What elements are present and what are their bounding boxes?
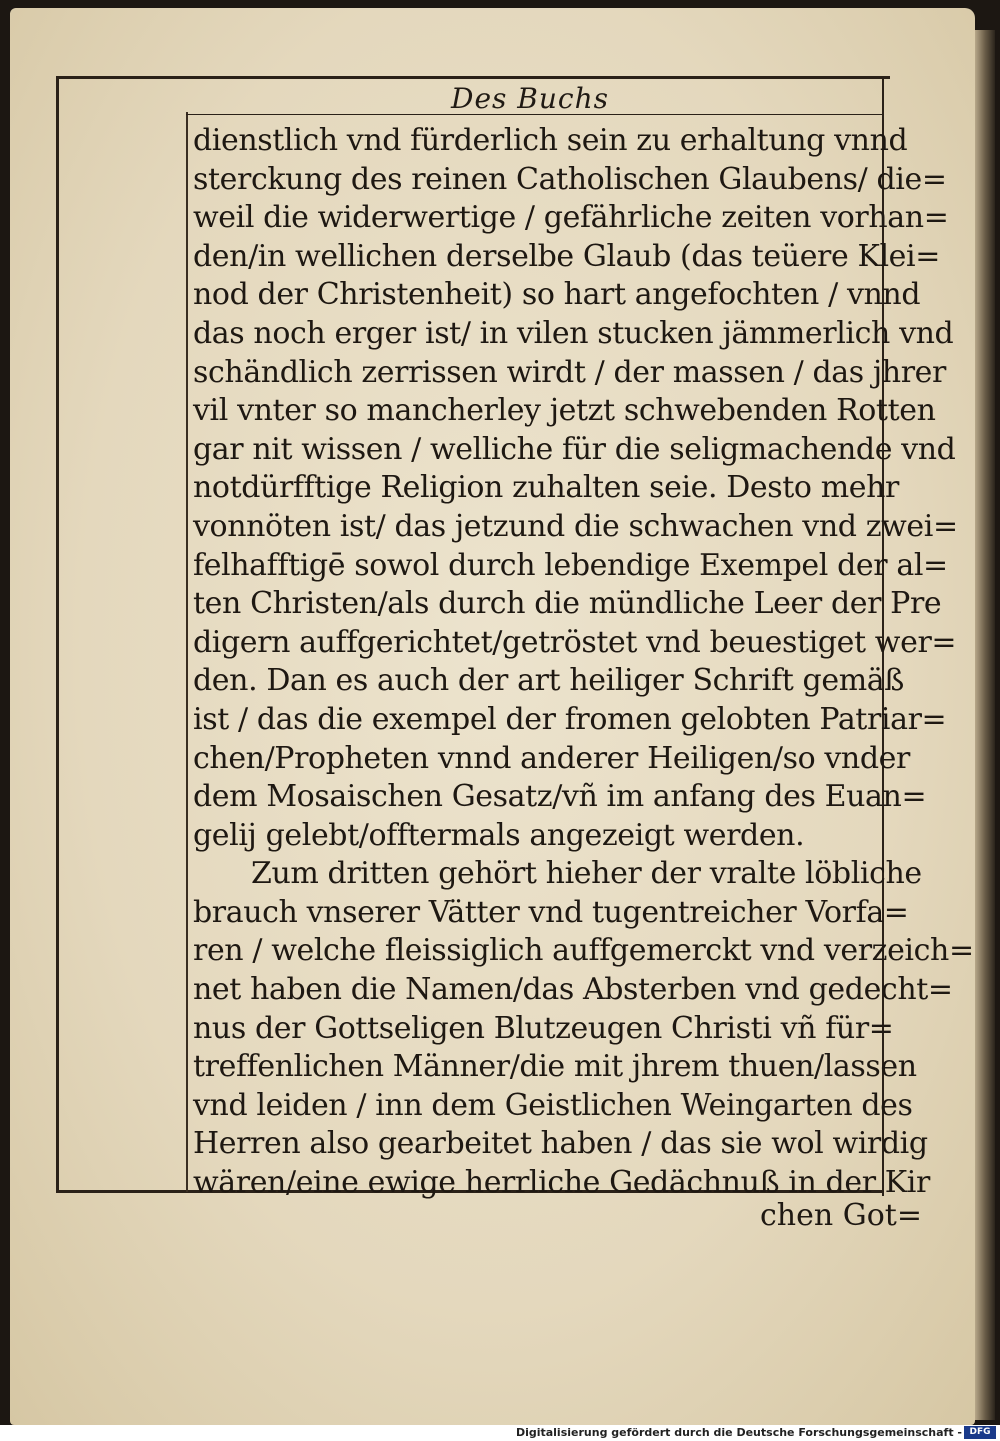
text-line: nod der Christenheit) so hart angefochten / vnnd [193, 277, 921, 313]
footer-credit: Digitalisierung gefördert durch die Deutsche Forschungsgemeinschaft - [515, 1426, 962, 1439]
text-line: Zum dritten gehört hieher der vralte löbliche [251, 856, 922, 892]
text-line: notdürfftige Religion zuhalten seie. Desto mehr [193, 470, 899, 506]
footer-bar [0, 1425, 1000, 1441]
text-line: treffenlichen Männer/die mit jhrem thuen/lassen [193, 1049, 917, 1085]
text-block [193, 122, 974, 1203]
text-line: vonnöten ist/ das jetzund die schwachen vnd zwei= [193, 508, 958, 544]
text-line: gar nit wissen / welliche für die seligmachende vnd [193, 431, 956, 467]
text-line: felhafftigē sowol durch lebendige Exempel der al= [193, 547, 948, 583]
text-line: vnd leiden / inn dem Geistlichen Weingarten des [193, 1087, 913, 1123]
text-line: nus der Gottseligen Blutzeugen Christi vñ für= [193, 1010, 894, 1046]
dfg-logo: DFG [964, 1426, 996, 1439]
text-line: ist / das die exempel der fromen gelobten Patriar= [193, 701, 947, 737]
text-line: weil die widerwertige / gefährliche zeiten vorhan= [193, 200, 949, 236]
text-line: den. Dan es auch der art heiliger Schrift gemäß [193, 663, 904, 699]
frame-rule-left [56, 76, 59, 1190]
text-line: vil vnter so mancherley jetzt schwebenden Rotten [193, 393, 936, 429]
text-line: den/in wellichen derselbe Glaub (das teüere Klei= [193, 238, 940, 274]
text-line: ten Christen/als durch die mündliche Leer der Pre [193, 586, 942, 622]
text-line: sterckung des reinen Catholischen Glaubens/ die= [193, 161, 947, 197]
text-line: brauch vnserer Vätter vnd tugentreicher Vorfa= [193, 894, 909, 930]
text-line: dienstlich vnd fürderlich sein zu erhaltung vnnd [193, 123, 908, 158]
frame-rule-inner [186, 112, 188, 1192]
text-line: wären/eine ewige herrliche Gedächnuß in der Kir [193, 1165, 930, 1201]
page-edge [975, 30, 995, 1420]
text-line: net haben die Namen/das Absterben vnd gedecht= [193, 972, 953, 1008]
text-line: chen/Propheten vnnd anderer Heiligen/so vnder [193, 740, 910, 776]
text-line: digern auffgerichtet/getröstet vnd beuestiget wer= [193, 624, 957, 660]
text-line: ren / welche fleissiglich auffgemerckt vnd verzeich= [193, 933, 974, 969]
text-line: das noch erger ist/ in vilen stucken jämmerlich vnd [193, 315, 954, 351]
text-line: schändlich zerrissen wirdt / der massen / das jhrer [193, 354, 946, 390]
text-line: dem Mosaischen Gesatz/vñ im anfang des Euan= [193, 779, 927, 815]
running-head: Des Buchs [451, 82, 609, 115]
catchword: chen Got= [760, 1198, 922, 1233]
text-line: gelij gelebt/offtermals angezeigt werden. [193, 817, 805, 853]
text-line: Herren also gearbeitet haben / das sie wol wirdig [193, 1126, 928, 1162]
frame-rule-top [58, 76, 890, 79]
